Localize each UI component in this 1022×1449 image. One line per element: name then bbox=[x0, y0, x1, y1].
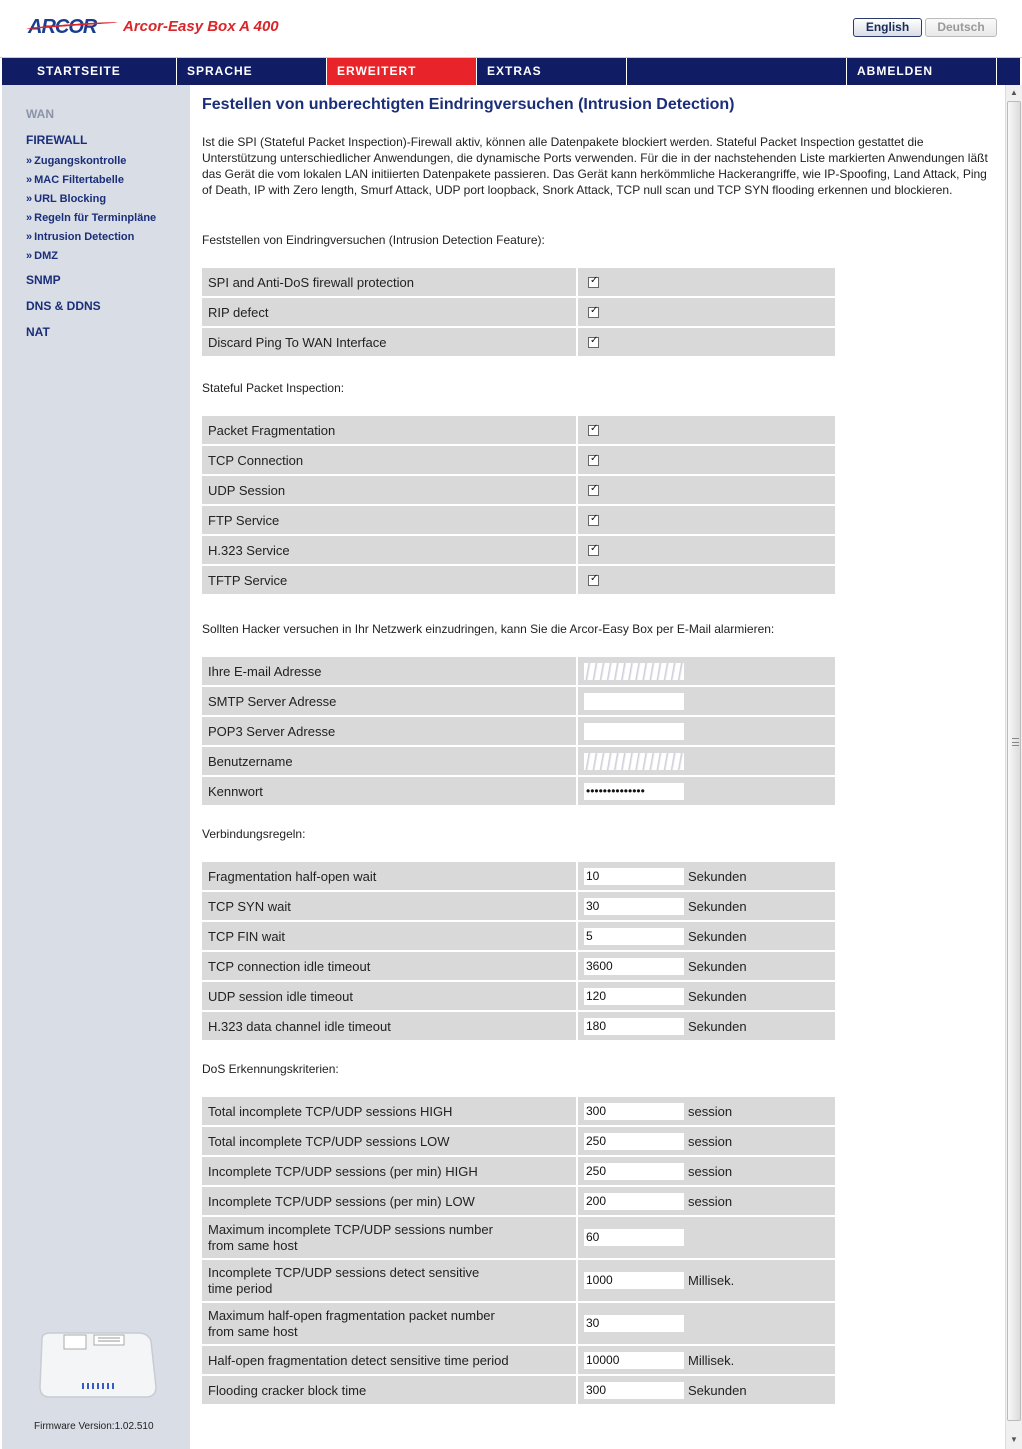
max-halfopen-host-input[interactable]: 30 bbox=[584, 1315, 684, 1332]
intro-text: Ist die SPI (Stateful Packet Inspection)-Firewall aktiv, können alle Datenpakete blockiert werden. Stateful Packet Inspection gestattet die Unterstützung unterschiedlicher Anwendungen, die dynamische Ports verwenden. Für die in der nachstehenden Liste markierten Anwendungen läßt das Gerät die vom lokalen LAN initiierten Datenpakete passieren. Das Gerät kann herkömmliche Hackerangriffe, wie IP-Spoofing, Land Attack, Ping of Death, IP with Zero length, Smurf Attack, UDP port loopback, Snork Attack, TCP null scan und TCP SYN flooding erkennen und blockieren. bbox=[202, 135, 988, 197]
table-row bbox=[202, 1260, 835, 1301]
ids-section-label: Feststellen von Eindringversuchen (Intrusion Detection Feature): bbox=[202, 233, 545, 247]
bullet-icon: » bbox=[26, 250, 33, 262]
table-row bbox=[202, 1376, 835, 1404]
spi-section-label: Stateful Packet Inspection: bbox=[202, 381, 345, 395]
tftp-service-checkbox[interactable] bbox=[588, 575, 599, 586]
unit-label: Sekunden bbox=[688, 1018, 747, 1034]
table-row bbox=[202, 506, 835, 534]
sidebar bbox=[2, 85, 190, 1449]
total-low-input[interactable]: 250 bbox=[584, 1133, 684, 1150]
sidebar-sub-terminplaene[interactable] bbox=[26, 212, 156, 224]
tcp-idle-input[interactable]: 3600 bbox=[584, 958, 684, 975]
table-row bbox=[202, 328, 835, 356]
arcor-logo: ARCOR bbox=[28, 16, 97, 38]
page-title: Festellen von unberechtigten Eindringversuchen (Intrusion Detection) bbox=[202, 96, 735, 113]
sidebar-sub-dmz[interactable] bbox=[26, 250, 58, 262]
sidebar-item-firewall[interactable]: FIREWALL bbox=[26, 133, 88, 147]
unit-label: session bbox=[688, 1193, 733, 1209]
nav-sprache[interactable]: SPRACHE bbox=[177, 58, 327, 85]
row-label: TCP SYN wait bbox=[202, 892, 578, 920]
row-label: Packet Fragmentation bbox=[202, 416, 578, 444]
tcp-fin-input[interactable]: 5 bbox=[584, 928, 684, 945]
sidebar-item-nat[interactable]: NAT bbox=[26, 325, 50, 339]
nav-extras[interactable]: EXTRAS bbox=[477, 58, 627, 85]
table-row bbox=[202, 982, 835, 1010]
ping-wan-checkbox[interactable] bbox=[588, 337, 599, 348]
nav-empty bbox=[627, 58, 847, 85]
mail-table bbox=[202, 655, 835, 807]
deutsch-button[interactable]: Deutsch bbox=[925, 18, 997, 37]
bullet-icon: » bbox=[26, 212, 33, 224]
username-field[interactable] bbox=[584, 753, 684, 770]
nav-erweitert[interactable]: ERWEITERT bbox=[327, 58, 477, 85]
row-label: SPI and Anti-DoS firewall protection bbox=[202, 268, 578, 296]
row-label: RIP defect bbox=[202, 298, 578, 326]
table-row bbox=[202, 747, 835, 775]
row-label bbox=[202, 1260, 578, 1301]
permin-low-input[interactable]: 200 bbox=[584, 1193, 684, 1210]
unit-label: session bbox=[688, 1133, 733, 1149]
table-row bbox=[202, 268, 835, 296]
table-row bbox=[202, 922, 835, 950]
row-label-line2: time period bbox=[208, 1280, 273, 1296]
row-label: TCP connection idle timeout bbox=[202, 952, 578, 980]
mail-section-label: Sollten Hacker versuchen in Ihr Netzwerk einzudringen, kann Sie die Arcor-Easy Box per E-Mail alarmieren: bbox=[202, 622, 775, 636]
conn-section-label: Verbindungsregeln: bbox=[202, 827, 306, 841]
sidebar-sub-label: DMZ bbox=[34, 250, 58, 262]
table-row bbox=[202, 1346, 835, 1374]
sidebar-sub-label: URL Blocking bbox=[34, 193, 107, 205]
unit-label: Sekunden bbox=[688, 898, 747, 914]
router-device-icon bbox=[38, 1331, 158, 1403]
dos-table bbox=[202, 1095, 835, 1406]
sidebar-sub-zugangskontrolle[interactable] bbox=[26, 155, 126, 167]
table-row bbox=[202, 476, 835, 504]
unit-label: Millisek. bbox=[688, 1352, 735, 1368]
product-name: Arcor-Easy Box A 400 bbox=[123, 18, 279, 35]
udp-idle-input[interactable]: 120 bbox=[584, 988, 684, 1005]
row-label: Benutzername bbox=[202, 747, 578, 775]
unit-label: Millisek. bbox=[688, 1273, 735, 1289]
ids-table bbox=[202, 266, 835, 358]
table-row bbox=[202, 862, 835, 890]
tcp-syn-input[interactable]: 30 bbox=[584, 898, 684, 915]
unit-label: Sekunden bbox=[688, 928, 747, 944]
main-nav bbox=[2, 58, 1020, 85]
table-row bbox=[202, 1187, 835, 1215]
row-label-line1: Incomplete TCP/UDP sessions detect sensitive bbox=[208, 1264, 480, 1280]
sidebar-sub-intrusion[interactable] bbox=[26, 231, 134, 243]
table-row bbox=[202, 687, 835, 715]
row-label: Total incomplete TCP/UDP sessions LOW bbox=[202, 1127, 578, 1155]
scroll-up-icon[interactable]: ▲ bbox=[1010, 88, 1018, 97]
row-label-line2: from same host bbox=[208, 1237, 298, 1253]
total-high-input[interactable]: 300 bbox=[584, 1103, 684, 1120]
row-label: TFTP Service bbox=[202, 566, 578, 594]
row-label: POP3 Server Adresse bbox=[202, 717, 578, 745]
table-row bbox=[202, 1303, 835, 1344]
h323-service-checkbox[interactable] bbox=[588, 545, 599, 556]
header bbox=[0, 0, 1022, 58]
sidebar-item-snmp[interactable]: SNMP bbox=[26, 273, 61, 287]
detect-sensitive-input[interactable]: 1000 bbox=[584, 1272, 684, 1289]
row-label: UDP Session bbox=[202, 476, 578, 504]
row-label: Kennwort bbox=[202, 777, 578, 805]
table-row bbox=[202, 1217, 835, 1258]
table-row bbox=[202, 777, 835, 805]
dos-section-label: DoS Erkennungskriterien: bbox=[202, 1062, 339, 1076]
row-label: Incomplete TCP/UDP sessions (per min) LOW bbox=[202, 1187, 578, 1215]
password-field[interactable]: •••••••••••••• bbox=[584, 783, 684, 800]
row-label bbox=[202, 1303, 578, 1344]
fragmentation-checkbox[interactable] bbox=[588, 425, 599, 436]
table-row bbox=[202, 446, 835, 474]
pop3-server-field[interactable] bbox=[584, 723, 684, 740]
table-row bbox=[202, 1157, 835, 1185]
halfopen-detect-input[interactable]: 10000 bbox=[584, 1352, 684, 1369]
row-label: Ihre E-mail Adresse bbox=[202, 657, 578, 685]
email-field[interactable] bbox=[584, 663, 684, 680]
frag-halfopen-input[interactable]: 10 bbox=[584, 868, 684, 885]
row-label: Fragmentation half-open wait bbox=[202, 862, 578, 890]
sidebar-sub-label: Intrusion Detection bbox=[34, 231, 135, 243]
table-row bbox=[202, 536, 835, 564]
sidebar-sub-label: Regeln für Terminpläne bbox=[34, 212, 157, 224]
row-label: SMTP Server Adresse bbox=[202, 687, 578, 715]
vertical-scrollbar[interactable] bbox=[1005, 85, 1022, 1449]
table-row bbox=[202, 952, 835, 980]
row-label: TCP FIN wait bbox=[202, 922, 578, 950]
unit-label: session bbox=[688, 1103, 733, 1119]
grip-icon bbox=[1012, 738, 1019, 746]
row-label: H.323 data channel idle timeout bbox=[202, 1012, 578, 1040]
scrollbar-thumb[interactable] bbox=[1007, 101, 1021, 1421]
row-label: FTP Service bbox=[202, 506, 578, 534]
row-label: TCP Connection bbox=[202, 446, 578, 474]
sidebar-sub-url[interactable] bbox=[26, 193, 106, 205]
sidebar-item-wan[interactable]: WAN bbox=[26, 107, 54, 121]
nav-startseite[interactable]: STARTSEITE bbox=[27, 58, 177, 85]
rip-checkbox[interactable] bbox=[588, 307, 599, 318]
english-button[interactable]: English bbox=[853, 18, 922, 37]
row-label: Total incomplete TCP/UDP sessions HIGH bbox=[202, 1097, 578, 1125]
row-label: UDP session idle timeout bbox=[202, 982, 578, 1010]
conn-table bbox=[202, 860, 835, 1042]
unit-label: Sekunden bbox=[688, 958, 747, 974]
sidebar-sub-label: MAC Filtertabelle bbox=[34, 174, 124, 186]
sidebar-item-dns[interactable]: DNS & DDNS bbox=[26, 299, 101, 313]
sidebar-sub-label: Zugangskontrolle bbox=[34, 155, 127, 167]
max-incomplete-host-input[interactable]: 60 bbox=[584, 1229, 684, 1246]
table-row bbox=[202, 566, 835, 594]
table-row bbox=[202, 717, 835, 745]
h323-idle-input[interactable]: 180 bbox=[584, 1018, 684, 1035]
table-row bbox=[202, 1097, 835, 1125]
flooding-block-input[interactable]: 300 bbox=[584, 1382, 684, 1399]
ftp-service-checkbox[interactable] bbox=[588, 515, 599, 526]
table-row bbox=[202, 416, 835, 444]
unit-label: Sekunden bbox=[688, 868, 747, 884]
bullet-icon: » bbox=[26, 193, 33, 205]
row-label-line1: Maximum half-open fragmentation packet number bbox=[208, 1307, 495, 1323]
table-row bbox=[202, 892, 835, 920]
table-row bbox=[202, 1127, 835, 1155]
bullet-icon: » bbox=[26, 155, 33, 167]
spi-checkbox[interactable] bbox=[588, 277, 599, 288]
row-label: Discard Ping To WAN Interface bbox=[202, 328, 578, 356]
firmware-version: Firmware Version:1.02.510 bbox=[34, 1421, 154, 1432]
row-label: Flooding cracker block time bbox=[202, 1376, 578, 1404]
row-label: Incomplete TCP/UDP sessions (per min) HIGH bbox=[202, 1157, 578, 1185]
row-label bbox=[202, 1217, 578, 1258]
table-row bbox=[202, 298, 835, 326]
table-row bbox=[202, 657, 835, 685]
table-row bbox=[202, 1012, 835, 1040]
sidebar-sub-mac[interactable] bbox=[26, 174, 124, 186]
nav-abmelden[interactable]: ABMELDEN bbox=[847, 58, 997, 85]
permin-high-input[interactable]: 250 bbox=[584, 1163, 684, 1180]
smtp-server-field[interactable] bbox=[584, 693, 684, 710]
unit-label: Sekunden bbox=[688, 1382, 747, 1398]
unit-label: Sekunden bbox=[688, 988, 747, 1004]
tcp-connection-checkbox[interactable] bbox=[588, 455, 599, 466]
bullet-icon: » bbox=[26, 231, 33, 243]
row-label: Half-open fragmentation detect sensitive time period bbox=[202, 1346, 578, 1374]
row-label-line2: from same host bbox=[208, 1323, 298, 1339]
scroll-down-icon[interactable]: ▼ bbox=[1010, 1435, 1018, 1444]
udp-session-checkbox[interactable] bbox=[588, 485, 599, 496]
unit-label: session bbox=[688, 1163, 733, 1179]
row-label: H.323 Service bbox=[202, 536, 578, 564]
spi-table bbox=[202, 414, 835, 596]
row-label-line1: Maximum incomplete TCP/UDP sessions number bbox=[208, 1221, 493, 1237]
bullet-icon: » bbox=[26, 174, 33, 186]
